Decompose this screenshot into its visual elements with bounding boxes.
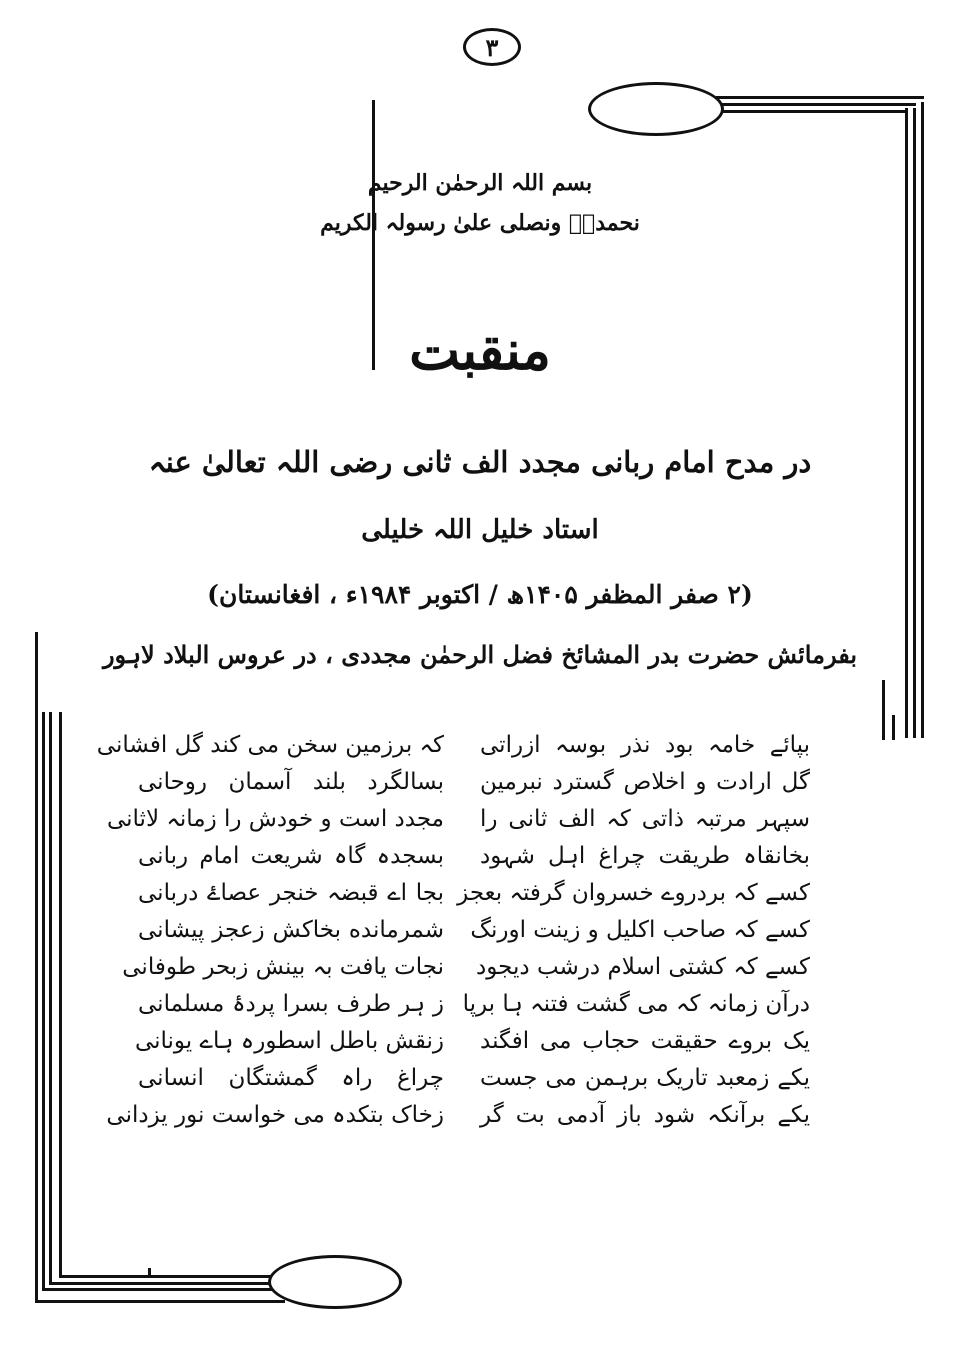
verse-line: یک بروے حقیقت حجاب می افگند <box>480 1028 810 1054</box>
verse-line: بپائے خامہ بود نذر بوسہ ازراتی <box>480 732 810 758</box>
verse-line: یکے زمعبد تاریک برہمن می جست <box>480 1065 810 1091</box>
upper-ornament-oval <box>588 82 724 136</box>
verse-line: بجا اے قبضہ خنجر عصاۓ دربانی <box>138 880 444 906</box>
verse-line: ز ہر طرف بسرا پردۂ مسلمانی <box>138 991 444 1017</box>
verse-column-left <box>96 727 444 1134</box>
verse-line: کہ برزمین سخن می کند گل افشانی <box>96 732 444 758</box>
verse-line: سپہر مرتبہ ذاتی کہ الف ثانی را <box>480 806 810 832</box>
verse-column-right <box>457 727 810 1134</box>
occasion-line: بفرمائش حضرت بدر المشائخ فضل الرحمٰن مجددی ، در عروس البلاد لاہور <box>102 640 858 669</box>
verse-line: بخانقاہ طریقت چراغ اہل شہود <box>480 843 810 869</box>
page-number: ۳ <box>463 28 521 66</box>
page-title: منقبت <box>409 318 551 382</box>
verse-line: زخاک بتکدہ می خواست نور یزدانی <box>106 1102 444 1128</box>
verse-line: مجدد است و خودش را زمانہ لاثانی <box>106 806 444 832</box>
lower-ornament-oval <box>268 1255 402 1309</box>
verse-line: بسجدہ گاہ شریعت امام ربانی <box>138 843 444 869</box>
date-line: (۲ صفر المظفر ۱۴۰۵ھ / اکتوبر ۱۹۸۴ء ، افغانستان) <box>207 580 753 609</box>
verse-line: کسے کہ بردروے خسروان گرفتہ بعجز <box>457 880 810 906</box>
verse-line: کسے کہ صاحب اکلیل و زینت اورنگ <box>470 917 810 943</box>
verse-line: بسالگرد بلند آسمان روحانی <box>138 769 444 795</box>
verse-line: نجات یافت بہ بینش زبحر طوفانی <box>122 954 444 980</box>
subtitle: در مدح امام ربانی مجدد الف ثانی رضی اللہ تعالیٰ عنہ <box>148 445 812 479</box>
verse-line: زنقش باطل اسطورہ ہاے یونانی <box>134 1028 444 1054</box>
verse-line: کسے کہ کشتی اسلام درشب دیجود <box>476 954 810 980</box>
verse-line: یکے برآنکہ شود باز آدمی بت گر <box>480 1102 810 1128</box>
verse-line: شمرمانده بخاکش زعجز پیشانی <box>138 917 444 943</box>
bismillah: بسم اللہ الرحمٰن الرحیم <box>367 170 593 196</box>
verse-line: گل ارادت و اخلاص گسترد نبرمین <box>480 769 810 795</box>
verse-line: درآن زمانہ کہ می گشت فتنہ ہا برپا <box>462 991 810 1017</box>
author-line: استاد خلیل اللہ خلیلی <box>361 515 599 545</box>
salutation-line: نحمدہٗ ونصلی علیٰ رسولہ الکریم <box>320 210 640 236</box>
verse-line: چراغ راہ گمشتگان انسانی <box>138 1065 444 1091</box>
